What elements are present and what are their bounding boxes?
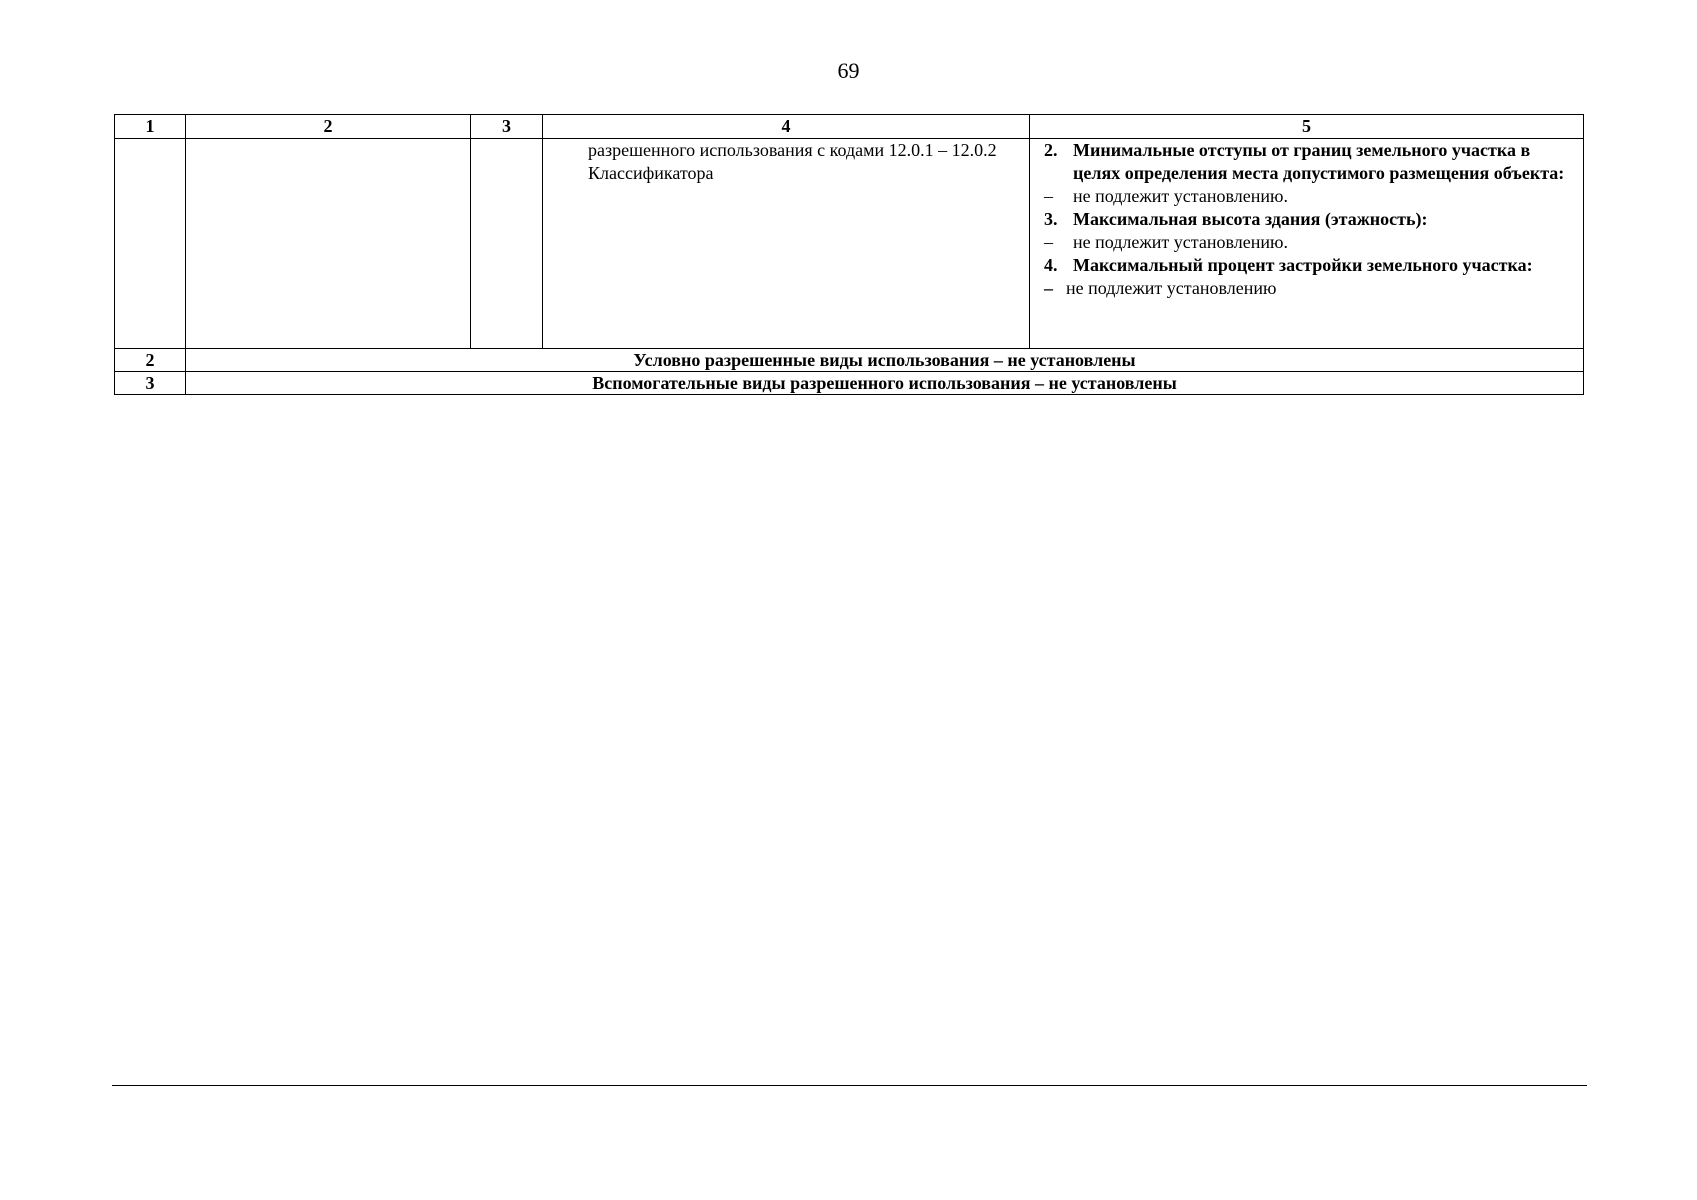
parameter-value: не подлежит установлению. [1073,232,1288,252]
table-row [115,349,1584,372]
continuation-cell-4 [543,139,1030,349]
row-number: 3 [115,372,186,395]
header-cell-3: 3 [471,115,543,139]
parameters-cell [1030,139,1584,349]
parameter-number: 2. [1044,140,1058,160]
parameter-item [1030,139,1583,185]
header-cell-4: 4 [543,115,1030,139]
parameter-item [1030,208,1583,231]
parameter-value-line [1030,277,1583,300]
auxiliary-use-types: Вспомогательные виды разрешенного использования – не установлены [186,372,1584,395]
parameter-number: 4. [1044,255,1058,275]
page-number: 69 [837,58,860,83]
parameter-number: 3. [1044,209,1058,229]
continuation-cell-2 [186,139,471,349]
parameter-title: Максимальная высота здания (этажность): [1073,209,1428,229]
footer-divider [112,1085,1587,1086]
continuation-cell-3 [471,139,543,349]
parameter-value: не подлежит установлению. [1073,186,1288,206]
header-cell-2: 2 [186,115,471,139]
parameter-title: Минимальные отступы от границ земельного участка в целях определения места допустимого размещения объекта: [1073,140,1565,183]
conditional-use-types: Условно разрешенные виды использования – не установлены [186,349,1584,372]
parameter-value: не подлежит установлению [1066,278,1277,298]
row-number: 2 [115,349,186,372]
parameter-item [1030,254,1583,277]
table-row [115,372,1584,395]
continuation-cell-1 [115,139,186,349]
use-type-description: разрешенного использования с кодами 12.0.1 – 12.0.2 Классификатора [588,140,997,183]
zoning-table [114,114,1584,395]
header-cell-1: 1 [115,115,186,139]
parameter-value-line [1030,231,1583,254]
header-cell-5: 5 [1030,115,1584,139]
dash-marker: – [1044,232,1053,252]
header-row [115,115,1584,139]
dash-marker: – [1044,278,1053,298]
parameter-title: Максимальный процент застройки земельного участка: [1073,255,1533,275]
parameter-value-line [1030,185,1583,208]
dash-marker: – [1044,186,1053,206]
continuation-row [115,139,1584,349]
